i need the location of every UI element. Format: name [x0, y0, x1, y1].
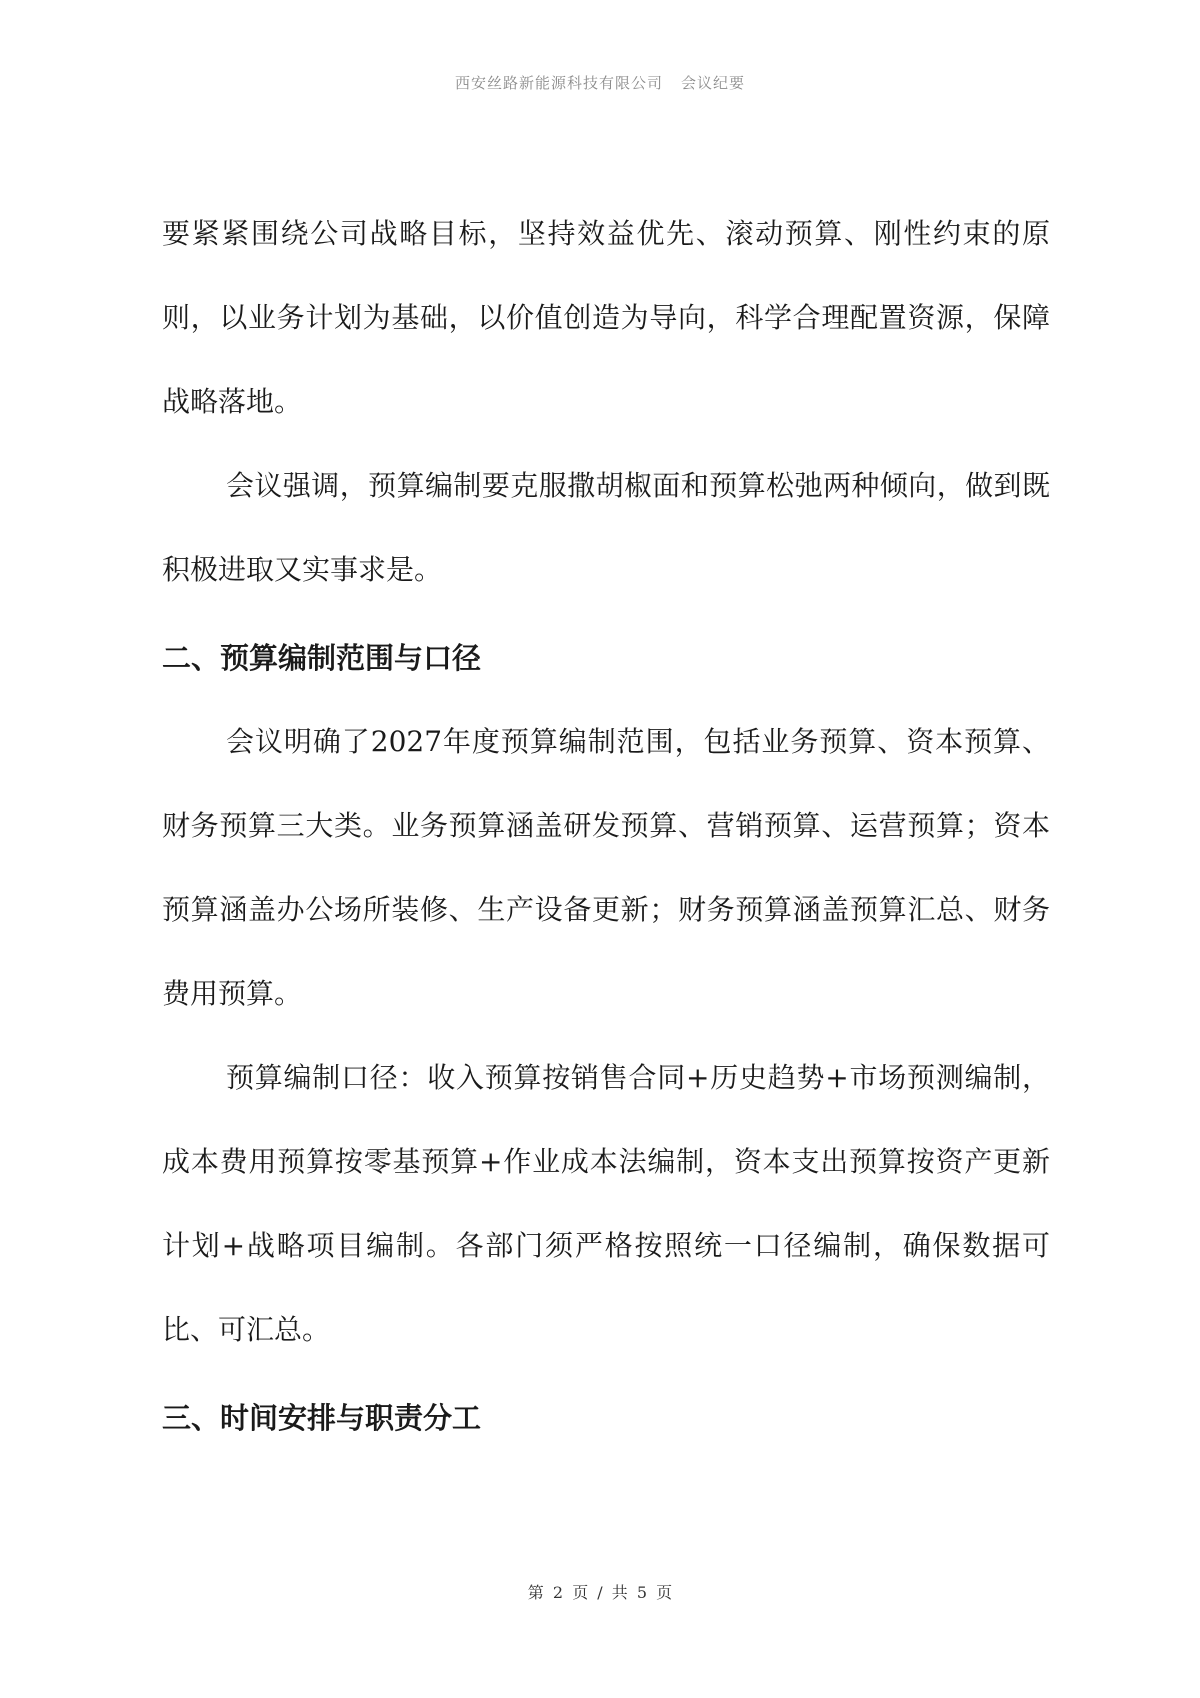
- section-heading-schedule: 三、时间安排与职责分工: [162, 1401, 482, 1435]
- paragraph-emphasis: 会议强调，预算编制要克服撒胡椒面和预算松弛两种倾向，做到既积极进取又实事求是。: [162, 469, 1050, 586]
- total-prefix: 共: [611, 1583, 628, 1602]
- total-unit: 页: [656, 1583, 673, 1602]
- section-heading-scope: 二、预算编制范围与口径: [162, 641, 482, 675]
- paragraph-continuation: 要紧紧围绕公司战略目标，坚持效益优先、滚动预算、刚性约束的原则，以业务计划为基础，以价值创造为导向，科学合理配置资源，保障战略落地。: [162, 217, 1050, 418]
- page-unit: 页: [572, 1583, 589, 1602]
- paragraph-caliber: 预算编制口径：收入预算按销售合同+历史趋势+市场预测编制，成本费用预算按零基预算+作业成本法编制，资本支出预算按资产更新计划+战略项目编制。各部门须严格按照统一口径编制，确保数据可比、可汇总。: [162, 1061, 1050, 1346]
- company-name: 西安丝路新能源科技有限公司: [454, 74, 663, 92]
- page-prefix: 第: [527, 1583, 544, 1602]
- document-type: 会议纪要: [681, 74, 746, 92]
- document-body: [162, 192, 1050, 1460]
- page-number: 2: [552, 1583, 564, 1602]
- page-separator: /: [597, 1583, 603, 1602]
- paragraph-scope: 会议明确了2027年度预算编制范围，包括业务预算、资本预算、财务预算三大类。业务预算涵盖研发预算、营销预算、运营预算；资本预算涵盖办公场所装修、生产设备更新；财务预算涵盖预算汇总、财务费用预算。: [162, 725, 1050, 1010]
- page-footer: [0, 1580, 1200, 1603]
- total-pages: 5: [636, 1583, 648, 1602]
- page-header: [0, 72, 1200, 93]
